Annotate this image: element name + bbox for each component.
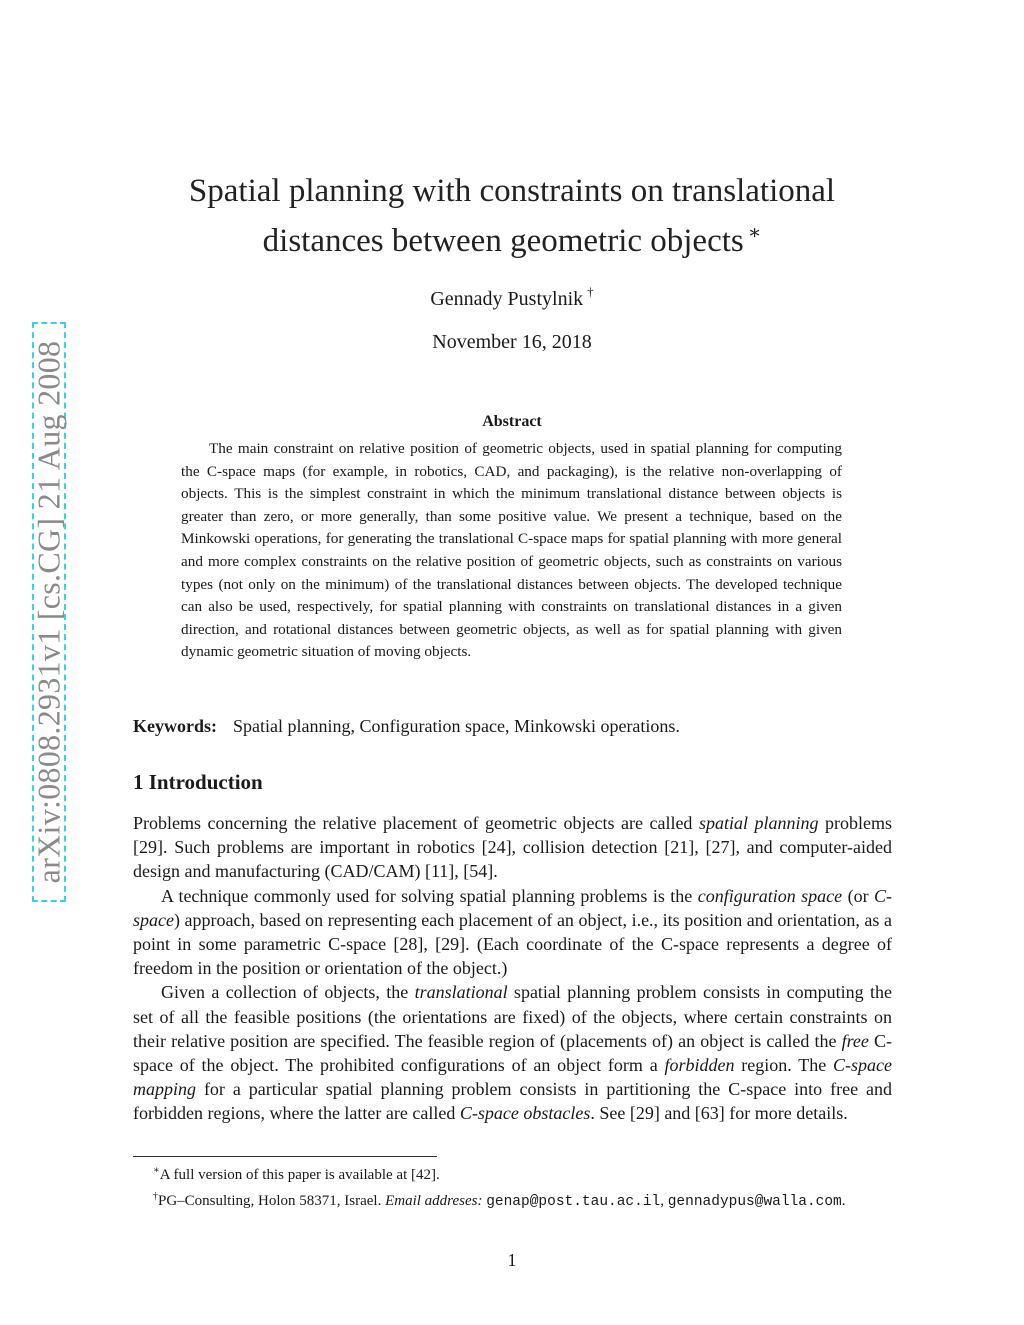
date: November 16, 2018	[432, 331, 592, 353]
p3-text-f: . See [29] and [63] for more details.	[590, 1103, 848, 1124]
email-link-2[interactable]: gennadypus@walla.com	[667, 1194, 842, 1210]
p3-text-d: region. The	[734, 1055, 834, 1076]
arxiv-stamp: arXiv:0808.2931v1 [cs.CG] 21 Aug 2008	[30, 340, 67, 884]
footnote-2-end: .	[841, 1193, 846, 1209]
author	[0, 284, 1024, 311]
p3-text-a: Given a collection of objects, the	[161, 982, 415, 1003]
p2-text-a: A technique commonly used for solving spatial planning problems is the	[161, 885, 698, 906]
author-name: Gennady Pustylnik	[430, 288, 584, 310]
author-footnote-mark: †	[587, 284, 594, 299]
section-heading: 1 Introduction	[133, 770, 263, 794]
abstract-text: The main constraint on relative position of geometric objects, used in spatial planning for computing the C-space maps (for example, in robotics, CAD, and packaging), is the relative non-overlapping of objects. This is the simplest constraint in which the minimum translational distance between objects is greater than zero, or more generally, than some positive value. We present a technique, based on the Minkowski operations, for generating the translational C-space maps for spatial planning with more general and more complex constraints on the relative position of geometric objects, such as constraints on various types (not only on the minimum) of the translational distances between objects. The developed technique can also be used, respectively, for spatial planning with constraints on translational distances in a given direction, and rotational distances between geometric objects, as well as for spatial planning with given dynamic geometric situation of moving objects.	[181, 440, 842, 661]
email-link-1[interactable]: genap@post.tau.ac.il	[486, 1194, 661, 1210]
title-footnote-mark: ∗	[747, 222, 762, 244]
p3-emphasis-4: C-space mapping	[133, 1055, 892, 1100]
footnote-2-text: PG–Consulting, Holon 58371, Israel.	[158, 1193, 386, 1209]
p2-emphasis-2: C-space	[133, 885, 892, 930]
paragraph-2	[133, 884, 892, 981]
paper-title	[0, 170, 1024, 262]
title-line-2-text: distances between geometric objects	[262, 223, 744, 259]
page-number: 1	[507, 1250, 517, 1270]
footnotes	[133, 1160, 892, 1213]
p2-text-c: ) approach, based on representing each placement of an object, i.e., its position and orientation, as a point in some parametric C-space [28], [29]. (Each coordinate of the C-space represents a degree of freedom in the position or orientation of the object.)	[133, 909, 892, 979]
paragraph-3	[133, 980, 892, 1125]
footnote-2-mark: †	[153, 1191, 158, 1202]
p3-text-e: for a particular spatial planning problem consists in partitioning the C-space into free and forbidden regions, where the latter are called	[133, 1079, 892, 1124]
p3-emphasis-2: free	[841, 1030, 869, 1051]
p3-text-c: C-space of the object. The prohibited configurations of an object form a	[133, 1030, 893, 1076]
p2-emphasis-1: configuration space	[697, 885, 843, 906]
email-label: Email addreses:	[385, 1193, 483, 1209]
footnote-1-mark: ∗	[153, 1165, 160, 1176]
p1-text-a: Problems concerning the relative placement of geometric objects are called	[133, 813, 699, 833]
footnote-rule	[133, 1156, 437, 1157]
keywords	[133, 716, 680, 737]
footnote-2	[133, 1186, 892, 1213]
p3-emphasis-5: C-space obstacles	[459, 1103, 591, 1124]
introduction-body	[133, 811, 892, 1126]
p2-text-b: (or	[842, 885, 874, 906]
p3-emphasis-1: translational	[414, 982, 508, 1003]
keywords-label: Keywords:	[133, 716, 217, 736]
footnote-1	[133, 1160, 892, 1186]
keywords-text: Spatial planning, Configuration space, Minkowski operations.	[233, 716, 680, 736]
p1-text-b: problems [29]. Such problems are important in robotics [24], collision detection [21], [27], and computer-aided design and manufacturing (CAD/CAM) [11], [54].	[133, 813, 892, 882]
footnote-1-text: A full version of this paper is available at [42].	[159, 1167, 440, 1183]
title-line-1: Spatial planning with constraints on translational	[188, 173, 836, 209]
title-line-2	[0, 212, 1024, 262]
paragraph-1	[133, 811, 892, 884]
p1-emphasis: spatial planning	[698, 813, 819, 833]
p3-text-b: spatial planning problem consists in computing the set of all the feasible positions (the orientations are fixed) of the objects, where certain constraints on their relative position are specified. The feasible region of (placements of) an object is called the	[133, 982, 893, 1051]
p3-emphasis-3: forbidden	[664, 1055, 735, 1076]
email-separator: ,	[660, 1193, 668, 1209]
abstract-heading: Abstract	[482, 413, 542, 430]
